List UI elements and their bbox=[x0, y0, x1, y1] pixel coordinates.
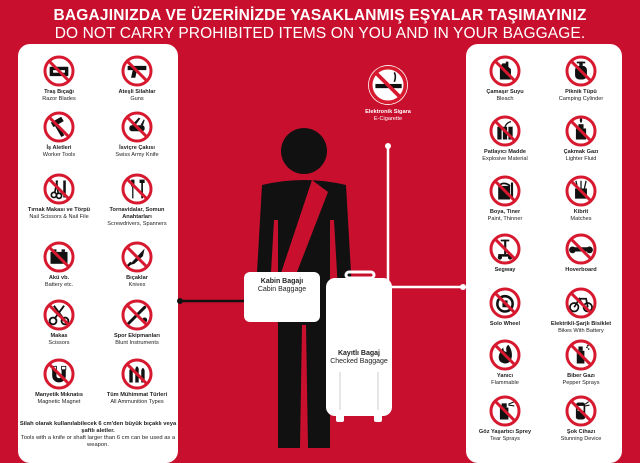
item-razor-blade: Traş Bıçağı Razor Blades bbox=[20, 54, 98, 103]
item-pepper-spray: Biber Gazı Pepper Sprays bbox=[542, 338, 620, 387]
item-flammable: Yanıcı Flammable bbox=[466, 338, 544, 387]
item-hoverboard: Hoverboard bbox=[542, 232, 620, 274]
cabin-bag-label: Kabin Bagajı Cabin Baggage bbox=[257, 278, 307, 293]
item-magnet: Manyetik Mıknatıs Magnetic Magnet bbox=[20, 357, 98, 406]
item-paint-thinner: Boya, Tiner Paint, Thinner bbox=[466, 174, 544, 223]
luggage-wheel-left bbox=[336, 414, 344, 422]
item-worker-tools: İş Aletleri Worker Tools bbox=[20, 110, 98, 159]
cabin-connector-dot-left bbox=[177, 298, 183, 304]
item-tear-spray: Göz Yaşartıcı Sprey Tear Sprays bbox=[466, 394, 544, 443]
item-e-cigarette: Elektronik Sigara E-Cigarette bbox=[348, 64, 428, 123]
title-turkish: BAGAJINIZDA VE ÜZERİNİZDE YASAKLANMIŞ EŞYALAR TAŞIMAYINIZ bbox=[53, 7, 587, 24]
item-ammunition: Tüm Mühimmat Türleri All Ammunition Types bbox=[98, 357, 176, 406]
item-stun-device: Şok Cihazı Stunning Device bbox=[542, 394, 620, 443]
item-explosive: Patlayıcı Madde Explosive Material bbox=[466, 114, 544, 163]
item-gun: Ateşli Silahlar Guns bbox=[98, 54, 176, 103]
item-camping-cylinder: Piknik Tüpü Camping Cylinder bbox=[542, 54, 620, 103]
item-swiss-knife: İsviçre Çakısı Swiss Army Knife bbox=[98, 110, 176, 159]
e-cigarette-icon bbox=[367, 64, 409, 106]
item-battery: Akü vb. Battery etc. bbox=[20, 240, 98, 289]
luggage-wheel-right bbox=[374, 414, 382, 422]
item-electric-bike: Elektrikli-Şarjlı Bisiklet Bikes With Battery bbox=[542, 286, 620, 335]
person-head bbox=[281, 128, 327, 174]
item-scissors: Makas Scissors bbox=[20, 298, 98, 347]
item-lighter-fluid: Çakmak Gazı Lighter Fluid bbox=[542, 114, 620, 163]
item-solo-wheel: Solo Wheel bbox=[466, 286, 544, 328]
item-bleach: Çamaşır Suyu Bleach bbox=[466, 54, 544, 103]
title-english: DO NOT CARRY PROHIBITED ITEMS ON YOU AND IN YOUR BAGGAGE. bbox=[54, 25, 586, 42]
item-knives: Bıçaklar Knives bbox=[98, 240, 176, 289]
item-matches: Kibrit Matches bbox=[542, 174, 620, 223]
knife-size-note: Silah olarak kullanılabilecek 6 cm'den büyük bıçaklı veya şaftlı aletler. Tools with a knife or shaft larger than 6 cm can be used as a weapon. bbox=[19, 421, 177, 448]
item-nail-scissors: Tırnak Makası ve Törpü Nail Scissors & Nail File bbox=[20, 172, 98, 221]
item-segway: Segway bbox=[466, 232, 544, 274]
checked-luggage bbox=[326, 278, 392, 416]
item-screwdrivers: Tornavidalar, Somun Anahtarları Screwdrivers, Spanners bbox=[98, 172, 176, 227]
ecig-connector-dot bbox=[385, 143, 391, 149]
checked-bag-label: Kayıtlı Bagaj Checked Baggage bbox=[330, 350, 388, 365]
checked-connector-dot-right bbox=[460, 284, 466, 290]
item-blunt-instruments: Spor Ekipmanları Blunt Instruments bbox=[98, 298, 176, 347]
